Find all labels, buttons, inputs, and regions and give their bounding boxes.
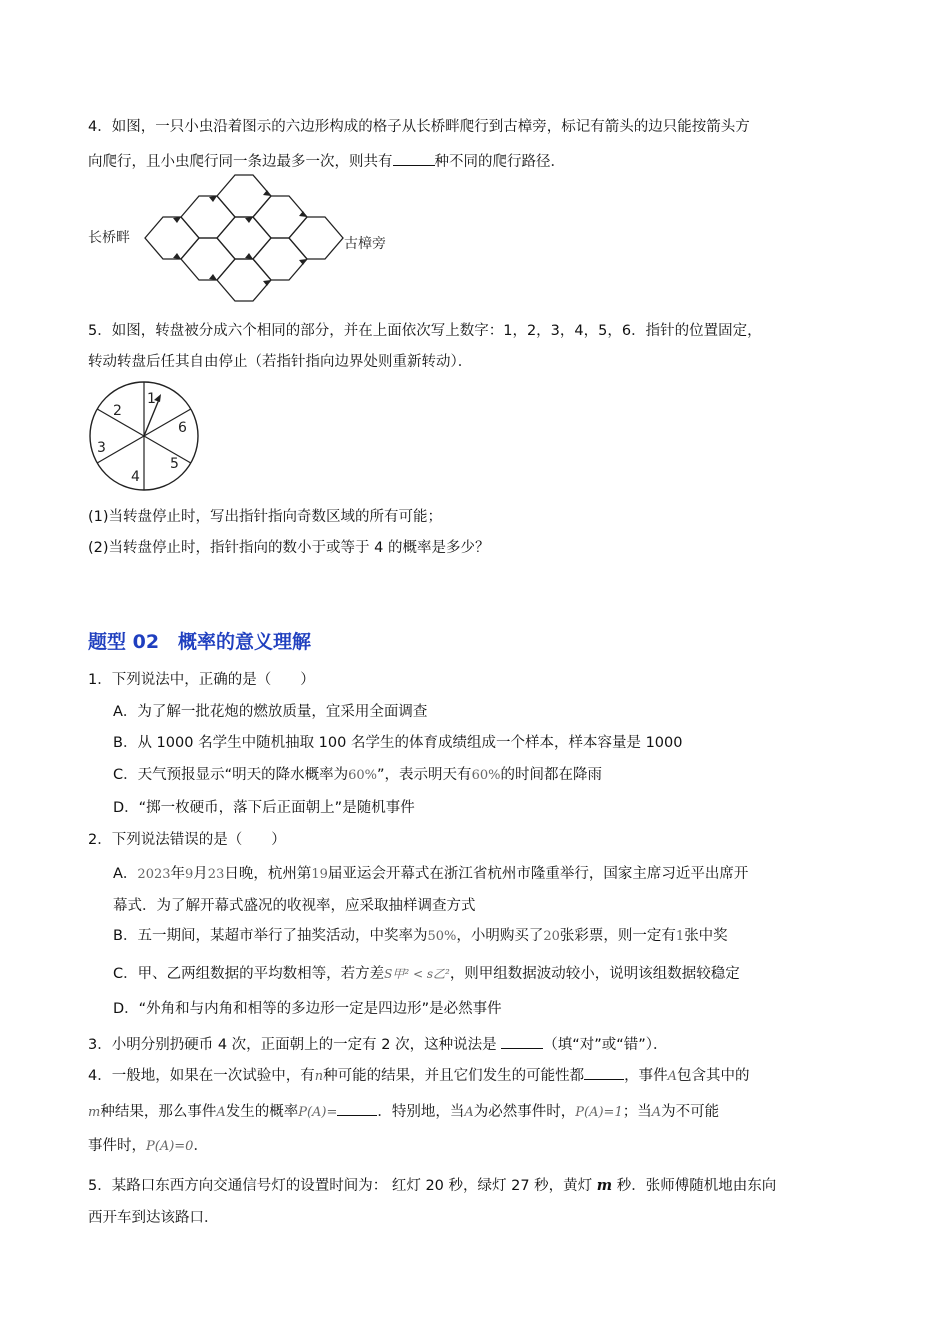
arrow-head bbox=[245, 217, 253, 223]
q4b-n: n bbox=[314, 1069, 324, 1084]
q2-a-yue: 月 bbox=[193, 866, 208, 882]
q4b-l1-mid2: ，事件 bbox=[624, 1068, 668, 1084]
q2-b-post: 张中奖 bbox=[684, 928, 728, 944]
hexagon bbox=[253, 196, 307, 238]
q2-option-a-line2: 幕式．为了解开幕式盛况的收视率，应采取抽样调查方式 bbox=[113, 898, 476, 914]
q4b-blank-1 bbox=[584, 1064, 624, 1080]
q1-option-a: A．为了解一批花炮的燃放质量，宜采用全面调查 bbox=[113, 704, 428, 720]
q2-c-pre: C．甲、乙两组数据的平均数相等，若方差 bbox=[113, 966, 385, 982]
q2-b-count: 20 bbox=[543, 929, 560, 944]
q4b-l2-f: 为不可能 bbox=[661, 1104, 720, 1120]
hexagon-grid-figure bbox=[84, 170, 404, 312]
q2-b-one: 1 bbox=[675, 929, 685, 944]
q2-option-d: D．“外角和与内角和相等的多边形一定是四边形”是必然事件 bbox=[113, 1001, 502, 1017]
q4b-line1 bbox=[88, 1064, 750, 1087]
q2-option-a bbox=[113, 864, 748, 885]
q2-a-post: 日晚，杭州第 bbox=[224, 866, 312, 882]
q4-line1: 4．如图，一只小虫沿着图示的六边形构成的格子从长桥畔爬行到古樟旁，标记有箭头的边只能按箭头方 bbox=[88, 119, 750, 135]
q5b-line2: 西开车到达该路口． bbox=[88, 1210, 219, 1226]
arrow-head bbox=[263, 280, 271, 286]
q4b-A: A bbox=[651, 1105, 662, 1120]
q4b-l2-a: 种结果，那么事件 bbox=[100, 1104, 217, 1120]
arrow-head bbox=[299, 211, 307, 217]
q2-a-num: 19 bbox=[311, 867, 328, 882]
q4-line2 bbox=[88, 150, 565, 172]
q2-a-day: 23 bbox=[207, 867, 225, 882]
q4b-l2-c: ．特别地，当 bbox=[377, 1104, 465, 1120]
q1-c-pre: C．天气预报显示“明天的降水概率为 bbox=[113, 767, 349, 783]
q2-c-formula: S甲² < s乙² bbox=[384, 967, 450, 981]
q4b-l2-b: 发生的概率 bbox=[225, 1104, 299, 1120]
section-title: 题型 02 概率的意义理解 bbox=[88, 631, 312, 653]
q4b-l2-e: ；当 bbox=[622, 1104, 652, 1120]
q4b-PA0: P(A)=0 bbox=[146, 1139, 194, 1154]
q2-option-c bbox=[113, 964, 740, 984]
q3-post: （填“对”或“错”）． bbox=[543, 1037, 668, 1053]
hexagon bbox=[217, 175, 271, 217]
hexagon bbox=[289, 217, 343, 259]
q4b-l3-a: 事件时， bbox=[88, 1138, 146, 1154]
q5b-l1-pre: 5．某路口东西方向交通信号灯的设置时间为： 红灯 20 秒，绿灯 27 秒，黄灯 bbox=[88, 1178, 593, 1194]
q4b-m: m bbox=[88, 1105, 101, 1120]
hexagon bbox=[217, 217, 271, 259]
hexagon bbox=[253, 238, 307, 280]
q2-a-pre: A． bbox=[113, 866, 138, 882]
q5-line2: 转动转盘后任其自由停止（若指针指向边界处则重新转动）． bbox=[88, 354, 473, 370]
q5b-m: m bbox=[596, 1177, 613, 1194]
q2-c-post: ，则甲组数据波动较小，说明该组数据较稳定 bbox=[449, 966, 740, 982]
q2-a-nian: 年 bbox=[170, 866, 186, 882]
q4b-A: A bbox=[667, 1069, 677, 1084]
q4b-l1-pre: 4．一般地，如果在一次试验中，有 bbox=[88, 1068, 315, 1084]
spinner-figure bbox=[86, 380, 206, 496]
q5-line1: 5．如图，转盘被分成六个相同的部分，并在上面依次写上数字：1，2，3，4，5，6．指针的位置固定， bbox=[88, 323, 762, 339]
arrow-head bbox=[263, 190, 271, 196]
q2-a-year: 2023 bbox=[137, 867, 171, 882]
q2-b-mid2: 张彩票，则一定有 bbox=[559, 928, 676, 944]
sector-label: 6 bbox=[178, 420, 187, 436]
q1-option-d: D．“掷一枚硬币，落下后正面朝上”是随机事件 bbox=[113, 800, 415, 816]
q4b-PA1: P(A)=1 bbox=[575, 1105, 623, 1120]
q2-a-month: 9 bbox=[185, 867, 194, 882]
label-start: 长桥畔 bbox=[88, 230, 130, 246]
q4b-A: A bbox=[216, 1105, 226, 1120]
sector-label: 1 bbox=[147, 391, 156, 407]
q1-c-mid: ”，表示明天有 bbox=[377, 767, 472, 783]
arrow-head bbox=[173, 253, 181, 259]
hexagon bbox=[145, 217, 199, 259]
q1-stem: 1．下列说法中，正确的是（ ） bbox=[88, 672, 315, 688]
q3-answer-blank bbox=[501, 1033, 543, 1049]
q1-c-percent: 60% bbox=[348, 768, 378, 783]
arrow-head bbox=[245, 253, 253, 259]
sector-label: 4 bbox=[131, 469, 140, 485]
q4b-l2-d: 为必然事件时， bbox=[473, 1104, 576, 1120]
q5-sub1: (1)当转盘停止时，写出指针指向奇数区域的所有可能； bbox=[88, 509, 443, 525]
q2-b-rate: 50% bbox=[427, 929, 457, 944]
q5b-line1 bbox=[88, 1176, 776, 1196]
q3-line bbox=[88, 1033, 668, 1055]
q4b-PA: P(A)= bbox=[298, 1105, 338, 1120]
q4b-line3 bbox=[88, 1136, 208, 1157]
hexagon bbox=[181, 196, 235, 238]
q2-b-pre: B．五一期间，某超市举行了抽奖活动，中奖率为 bbox=[113, 928, 428, 944]
sector-label: 3 bbox=[97, 440, 106, 456]
q1-c-percent: 60% bbox=[471, 768, 501, 783]
q4b-l3-b: ． bbox=[193, 1138, 208, 1154]
arrow-head bbox=[173, 217, 181, 223]
q5b-l1-post: 秒．张师傅随机地由东向 bbox=[616, 1178, 777, 1194]
q2-b-mid: ，小明购买了 bbox=[456, 928, 544, 944]
arrow-head bbox=[299, 259, 307, 265]
q4b-l1-post: 包含其中的 bbox=[677, 1068, 750, 1084]
q4b-A: A bbox=[464, 1105, 474, 1120]
q4b-line2 bbox=[88, 1100, 719, 1123]
q4-line2-post: 种不同的爬行路径． bbox=[434, 154, 565, 170]
q4-line2-pre: 向爬行，且小虫爬行同一条边最多一次，则共有 bbox=[88, 154, 393, 170]
arrow-head bbox=[209, 196, 217, 202]
arrow-head bbox=[209, 274, 217, 280]
hexagon bbox=[217, 259, 271, 301]
label-end: 古樟旁 bbox=[344, 236, 386, 252]
hexagon bbox=[181, 238, 235, 280]
q2-a-post2: 届亚运会开幕式在浙江省杭州市隆重举行，国家主席习近平出席开 bbox=[327, 866, 749, 882]
q4b-l1-mid: 种可能的结果，并且它们发生的可能性都 bbox=[323, 1068, 585, 1084]
q5-sub2: (2)当转盘停止时，指针指向的数小于或等于 4 的概率是多少？ bbox=[88, 540, 490, 556]
sector-label: 5 bbox=[170, 456, 179, 472]
q2-option-b bbox=[113, 926, 728, 947]
q3-pre: 3．小明分别扔硬币 4 次，正面朝上的一定有 2 次，这种说法是 bbox=[88, 1037, 497, 1053]
q4-answer-blank bbox=[393, 150, 435, 166]
q1-c-post: 的时间都在降雨 bbox=[500, 767, 602, 783]
q1-option-c bbox=[113, 765, 602, 786]
q1-option-b: B．从 1000 名学生中随机抽取 100 名学生的体育成绩组成一个样本，样本容量是 1000 bbox=[113, 735, 683, 751]
sector-label: 2 bbox=[113, 403, 122, 419]
q4b-blank-2 bbox=[337, 1100, 377, 1116]
q2-stem: 2．下列说法错误的是（ ） bbox=[88, 832, 286, 848]
